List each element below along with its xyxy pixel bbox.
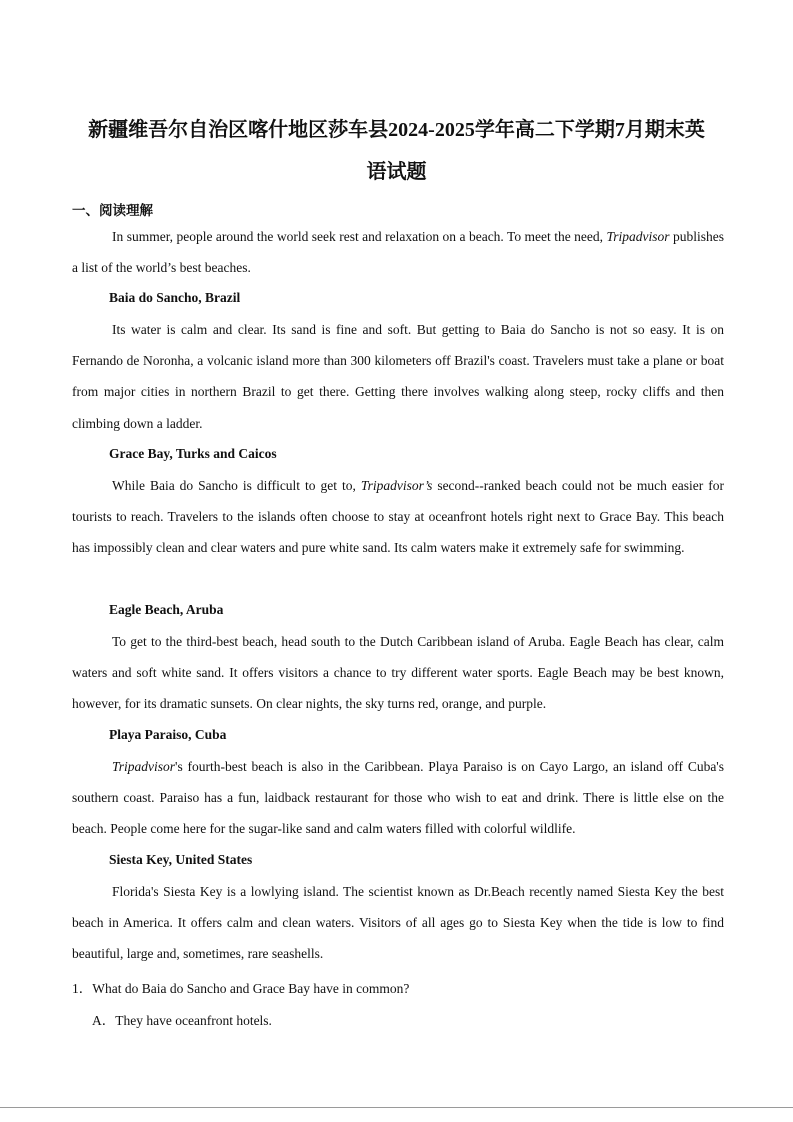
grace-bay-text-before: While Baia do Sancho is difficult to get to, bbox=[112, 478, 361, 493]
section-heading: 一、阅读理解 bbox=[72, 203, 153, 218]
beach-heading-siesta-key: Siesta Key, United States bbox=[109, 852, 253, 867]
beach-paragraph-grace-bay bbox=[72, 470, 724, 564]
source-name: Tripadvisor’s bbox=[360, 478, 433, 493]
beach-heading-playa-paraiso: Playa Paraiso, Cuba bbox=[109, 727, 227, 742]
playa-paraiso-text: 's fourth-best beach is also in the Caribbean. Playa Paraiso is on Cayo Largo, an island off Cuba's southern coast. Paraiso has a fun, laidback restaurant for those who wish to eat and drink. There is little else on the beach. People come here for the sugar-like sand and calm waters filled with colorful wildlife. bbox=[72, 759, 724, 837]
beach-paragraph-baia-do-sancho: Its water is calm and clear. Its sand is fine and soft. But getting to Baia do Sancho is not so easy. It is on Fernando de Noronha, a volcanic island more than 300 kilometers off Brazil's coast. Travelers must take a plane or boat from major cities in northern Brazil to get there. Getting there involves walking along steep, rocky cliffs and then climbing down a ladder. bbox=[72, 322, 724, 431]
intro-text-after: publishes a list of the world’s best beaches. bbox=[72, 229, 724, 276]
intro-paragraph bbox=[72, 221, 724, 283]
question-1-option-a: A．They have oceanfront hotels. bbox=[92, 1013, 272, 1028]
question-1-stem: 1．What do Baia do Sancho and Grace Bay have in common? bbox=[72, 981, 410, 996]
beach-paragraph-playa-paraiso bbox=[72, 751, 724, 845]
beach-heading-eagle-beach: Eagle Beach, Aruba bbox=[109, 602, 224, 617]
document-title-line-2: 语试题 bbox=[366, 161, 427, 183]
grace-bay-text-after: second--ranked beach could not be much easier for tourists to reach. Travelers to the islands often choose to stay at oceanfront hotels right next to Grace Bay. This beach has impossibly clean and clear waters and pure white sand. Its calm waters make it extremely safe for swimming. bbox=[72, 478, 724, 556]
page-bottom-divider bbox=[0, 1107, 793, 1108]
source-name: Tripadvisor bbox=[606, 229, 670, 244]
document-title-line-1: 新疆维吾尔自治区喀什地区莎车县2024-2025学年高二下学期7月期末英 bbox=[88, 119, 705, 141]
source-name: Tripadvisor bbox=[112, 759, 176, 774]
beach-paragraph-siesta-key: Florida's Siesta Key is a lowlying island. The scientist known as Dr.Beach recently named Siesta Key the best beach in America. It offers calm and clean waters. Visitors of all ages go to Siesta Key when the tide is low to find beautiful, large and, sometimes, rare seashells. bbox=[72, 884, 724, 962]
beach-heading-grace-bay: Grace Bay, Turks and Caicos bbox=[109, 446, 277, 461]
beach-heading-baia-do-sancho: Baia do Sancho, Brazil bbox=[109, 290, 241, 305]
intro-text-before: In summer, people around the world seek rest and relaxation on a beach. To meet the need, bbox=[112, 229, 607, 244]
beach-paragraph-eagle-beach: To get to the third-best beach, head south to the Dutch Caribbean island of Aruba. Eagle Beach has clear, calm waters and soft white sand. It offers visitors a chance to try different water sports. Eagle Beach may be best known, however, for its dramatic sunsets. On clear nights, the sky turns red, orange, and purple. bbox=[72, 634, 724, 712]
